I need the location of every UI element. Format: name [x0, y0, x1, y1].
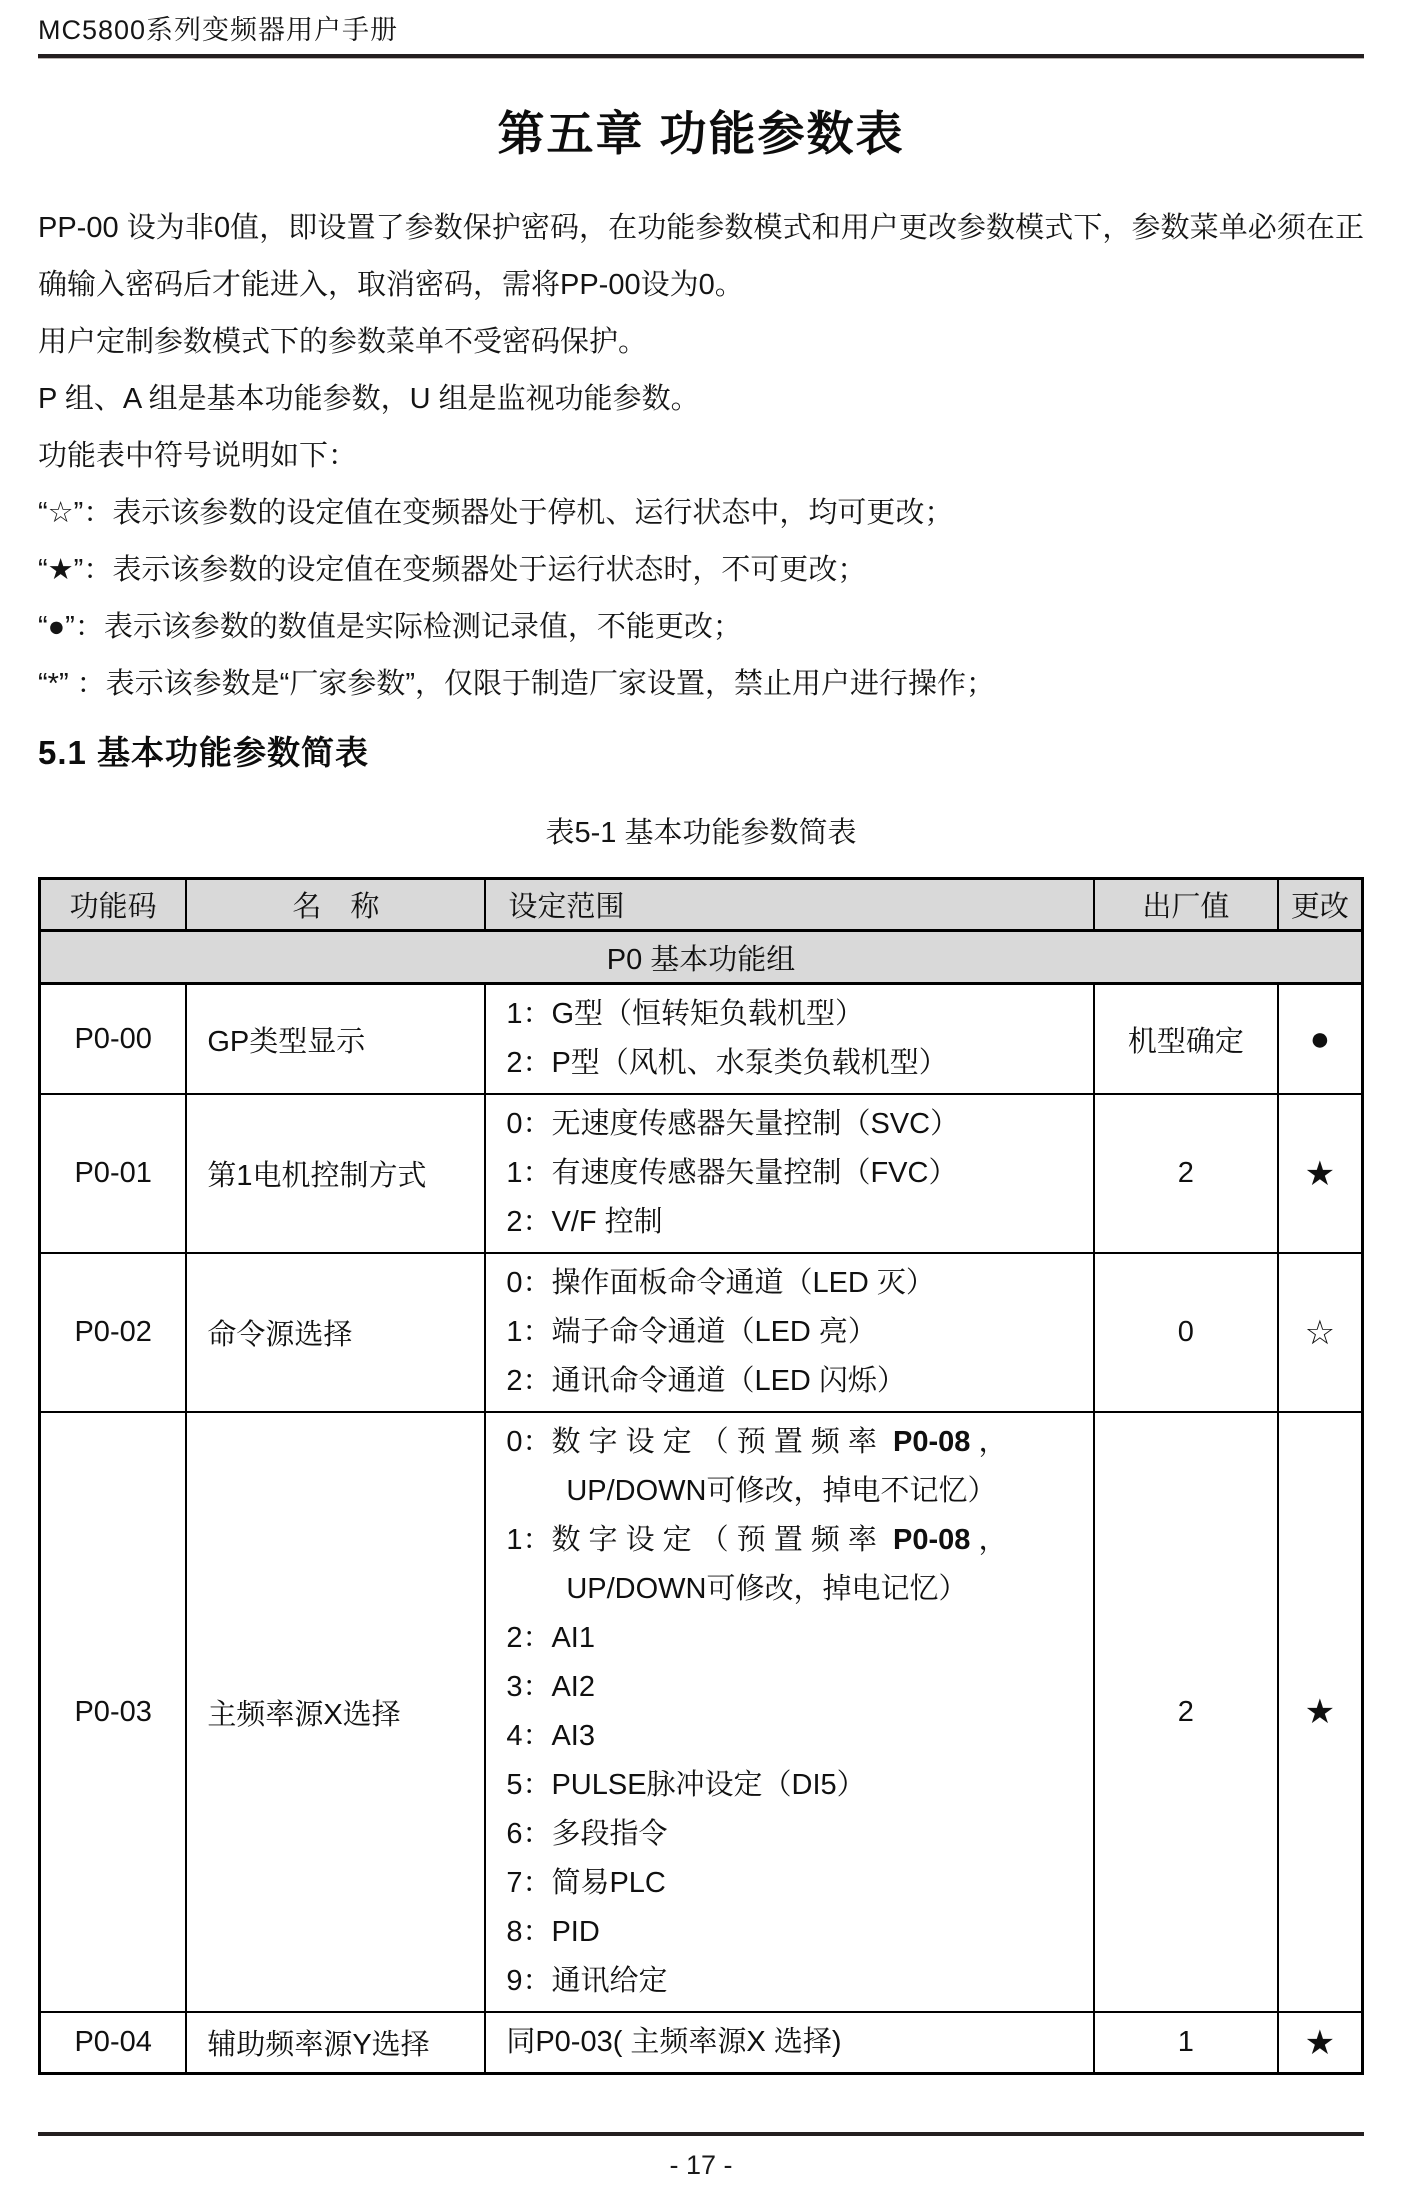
param-code: P0-02	[40, 1253, 187, 1412]
param-code: P0-01	[40, 1094, 187, 1253]
legend-item-run-unchangeable: “★”：表示该参数的设定值在变频器处于运行状态时，不可更改；	[38, 554, 867, 586]
param-change-symbol: ●	[1278, 984, 1363, 1095]
page-footer	[38, 2132, 1364, 2181]
running-header: MC5800系列变频器用户手册	[38, 15, 399, 45]
intro-section	[38, 200, 1364, 713]
param-code: P0-03	[40, 1412, 187, 2012]
range-option-line: 1：端子命令通道（LED 亮）	[506, 1316, 877, 1348]
range-option-line: UP/DOWN可修改，掉电不记忆）	[566, 1475, 997, 1507]
column-header-name: 名 称	[186, 879, 485, 931]
range-option-line: 同P0-03( 主频率源X 选择)	[506, 2026, 842, 2058]
footer-rule	[38, 2132, 1364, 2136]
param-factory-default: 2	[1094, 1412, 1278, 2012]
param-factory-default: 机型确定	[1094, 984, 1278, 1095]
range-option-line: 7：简易PLC	[506, 1867, 666, 1899]
param-factory-default: 0	[1094, 1253, 1278, 1412]
section-heading: 5.1 基本功能参数简表	[38, 734, 370, 771]
range-option-line: 0：操作面板命令通道（LED 灭）	[506, 1267, 935, 1299]
legend-item-factory-parameter: “*” ：表示该参数是“厂家参数”，仅限于制造厂家设置，禁止用户进行操作；	[38, 668, 995, 700]
intro-paragraph: 功能表中符号说明如下：	[38, 440, 358, 472]
page-number: - 17 -	[669, 2150, 733, 2180]
range-option-line: 1：有速度传感器矢量控制（FVC）	[506, 1157, 958, 1189]
param-change-symbol: ★	[1278, 2012, 1363, 2074]
intro-paragraph: P 组、A 组是基本功能参数，U 组是监视功能参数。	[38, 383, 700, 415]
range-option-line: 0：数 字 设 定 （ 预 置 频 率 P0-08 ，	[506, 1426, 1008, 1458]
column-header-setting-range: 设定范围	[485, 879, 1094, 931]
param-factory-default: 1	[1094, 2012, 1278, 2074]
range-option-line: 3：AI2	[506, 1671, 595, 1703]
param-setting-range	[485, 1412, 1094, 2012]
param-row-P0-04	[40, 2012, 1363, 2074]
param-name: 辅助频率源Y选择	[186, 2012, 485, 2074]
column-header-change: 更改	[1278, 879, 1363, 931]
param-row-P0-03	[40, 1412, 1363, 2012]
param-name: 第1电机控制方式	[186, 1094, 485, 1253]
param-table-body	[40, 984, 1363, 2074]
param-factory-default: 2	[1094, 1094, 1278, 1253]
param-setting-range	[485, 984, 1094, 1095]
intro-paragraph: 用户定制参数模式下的参数菜单不受密码保护。	[38, 326, 648, 358]
range-option-line: 8：PID	[506, 1916, 600, 1948]
param-change-symbol: ☆	[1278, 1253, 1363, 1412]
range-option-line: 2：通讯命令通道（LED 闪烁）	[506, 1365, 906, 1397]
range-option-line: 6：多段指令	[506, 1818, 668, 1850]
group-header-label: P0 基本功能组	[40, 931, 1363, 984]
group-header-row	[40, 931, 1363, 984]
param-setting-range	[485, 1253, 1094, 1412]
param-row-P0-01	[40, 1094, 1363, 1253]
parameter-table	[38, 877, 1364, 2075]
range-option-line: 2：V/F 控制	[506, 1206, 663, 1238]
param-name: GP类型显示	[186, 984, 485, 1095]
param-name: 命令源选择	[186, 1253, 485, 1412]
column-header-factory-default: 出厂值	[1094, 879, 1278, 931]
range-option-line: 4：AI3	[506, 1720, 595, 1752]
param-code: P0-04	[40, 2012, 187, 2074]
range-option-line: 0：无速度传感器矢量控制（SVC）	[506, 1108, 960, 1140]
range-option-line: 9：通讯给定	[506, 1965, 668, 1997]
legend-item-stop-run-changeable: “☆”：表示该参数的设定值在变频器处于停机、运行状态中，均可更改；	[38, 497, 954, 529]
column-header-function-code: 功能码	[40, 879, 187, 931]
table-caption: 表5-1 基本功能参数简表	[545, 817, 857, 849]
param-row-P0-00	[40, 984, 1363, 1095]
chapter-title: 第五章 功能参数表	[497, 107, 905, 160]
range-option-line: 1：数 字 设 定 （ 预 置 频 率 P0-08 ，	[506, 1524, 1008, 1556]
intro-paragraph: PP-00 设为非0值，即设置了参数保护密码，在功能参数模式和用户更改参数模式下，参数菜单必须在正确输入密码后才能进入，取消密码，需将PP-00设为0。	[38, 212, 1364, 301]
param-change-symbol: ★	[1278, 1094, 1363, 1253]
range-option-line: UP/DOWN可修改，掉电记忆）	[566, 1573, 968, 1605]
table-header-row	[40, 879, 1363, 931]
range-option-line: 1：G型（恒转矩负载机型）	[506, 998, 865, 1030]
range-option-line: 5：PULSE脉冲设定（DI5）	[506, 1769, 866, 1801]
param-row-P0-02	[40, 1253, 1363, 1412]
header-rule	[38, 54, 1364, 59]
param-name: 主频率源X选择	[186, 1412, 485, 2012]
param-code: P0-00	[40, 984, 187, 1095]
range-option-line: 2：AI1	[506, 1622, 595, 1654]
param-setting-range	[485, 1094, 1094, 1253]
legend-item-measured-value: “●”：表示该参数的数值是实际检测记录值，不能更改；	[38, 611, 742, 643]
range-option-line: 2：P型（风机、水泵类负载机型）	[506, 1047, 948, 1079]
param-change-symbol: ★	[1278, 1412, 1363, 2012]
param-setting-range	[485, 2012, 1094, 2074]
